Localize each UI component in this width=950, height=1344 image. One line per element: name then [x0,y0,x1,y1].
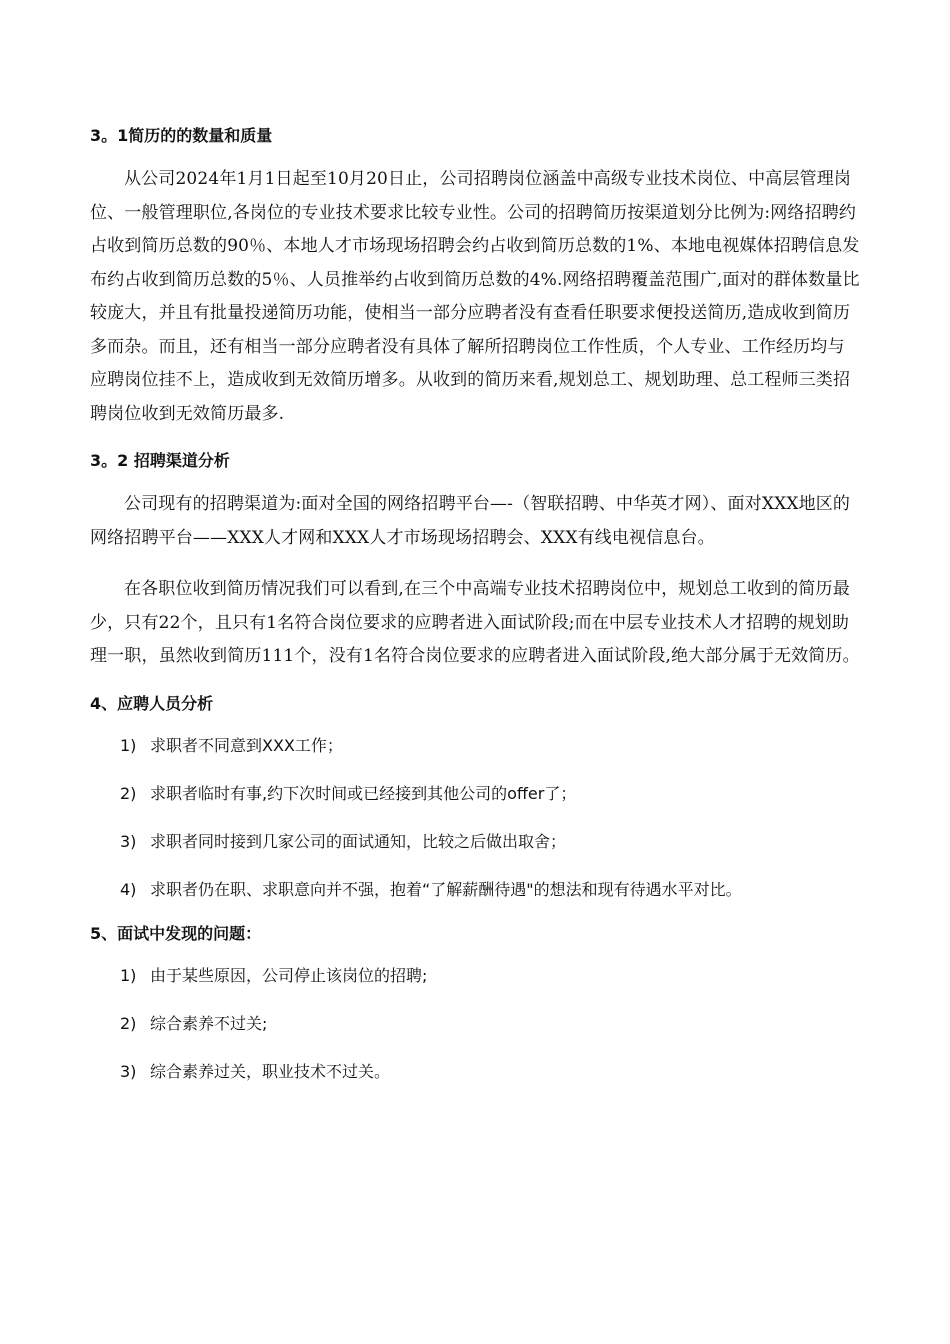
list-item [90,828,860,856]
paragraph-current-channels: 公司现有的招聘渠道为:面对全国的网络招聘平台—-（智联招聘、中华英才网）、面对XXX地区的网络招聘平台——XXX人才网和XXX人才市场现场招聘会、XXX有线电视信息台。 [90,494,851,548]
list-item-text: 求职者临时有事,约下次时间或已经接到其他公司的offer了； [150,783,577,803]
section-heading-applicant-analysis: 4、应聘人员分析 [90,693,214,713]
list-item [90,876,860,904]
section-heading-resume-quantity: 3。1简历的的数量和质量 [90,126,273,145]
list-item [90,1010,860,1038]
list-item-text: 求职者同时接到几家公司的面试通知，比较之后做出取舍； [150,831,567,851]
list-item-number: 4) [120,879,137,899]
list-item-number: 1) [120,735,137,755]
list-item-text: 求职者不同意到XXX工作； [150,735,343,755]
list-item [90,780,860,808]
list-item-text: 综合素养不过关; [150,1013,268,1033]
list-item [90,732,860,760]
interview-problems-list [90,962,860,1086]
list-item-number: 1) [120,965,137,985]
list-item-number: 2) [120,783,137,803]
applicant-analysis-list [90,732,860,904]
list-item [90,1058,860,1086]
list-item [90,962,860,990]
paragraph-position-resumes: 在各职位收到简历情况我们可以看到,在三个中高端专业技术招聘岗位中，规划总工收到的简历最少，只有22个，且只有1名符合岗位要求的应聘者进入面试阶段;而在中层专业技术人才招聘的规划助理一职，虽然收到简历111个，没有1名符合岗位要求的应聘者进入面试阶段,绝大部分属于无效简历。 [90,579,860,666]
section-heading-interview-problems: 5、面试中发现的问题： [90,923,262,943]
list-item-number: 3) [120,1061,137,1081]
list-item-number: 3) [120,831,137,851]
list-item-text: 由于某些原因，公司停止该岗位的招聘; [150,965,428,985]
section-heading-recruitment-channels: 3。2 招聘渠道分析 [90,451,230,470]
paragraph-resume-channels: 从公司2024年1月1日起至10月20日止，公司招聘岗位涵盖中高级专业技术岗位、中高层管理岗位、一般管理职位,各岗位的专业技术要求比较专业性。公司的招聘简历按渠道划分比例为:网络招聘约占收到简历总数的90％、本地人才市场现场招聘会约占收到简历总数的1%、本地电视媒体招聘信息发布约占收到简历总数的5％、人员推举约占收到简历总数的4%.网络招聘覆盖范围广,面对的群体数量比较庞大，并且有批量投递简历功能，使相当一部分应聘者没有查看任职要求便投送简历,造成收到简历多而杂。而且，还有相当一部分应聘者没有具体了解所招聘岗位工作性质，个人专业、工作经历均与应聘岗位挂不上，造成收到无效简历增多。从收到的简历来看,规划总工、规划助理、总工程师三类招聘岗位收到无效简历最多. [90,169,860,424]
list-item-text: 求职者仍在职、求职意向并不强，抱着“了解薪酬待遇"的想法和现有待遇水平对比。 [150,879,742,899]
list-item-text: 综合素养过关，职业技术不过关。 [150,1061,391,1081]
list-item-number: 2) [120,1013,137,1033]
